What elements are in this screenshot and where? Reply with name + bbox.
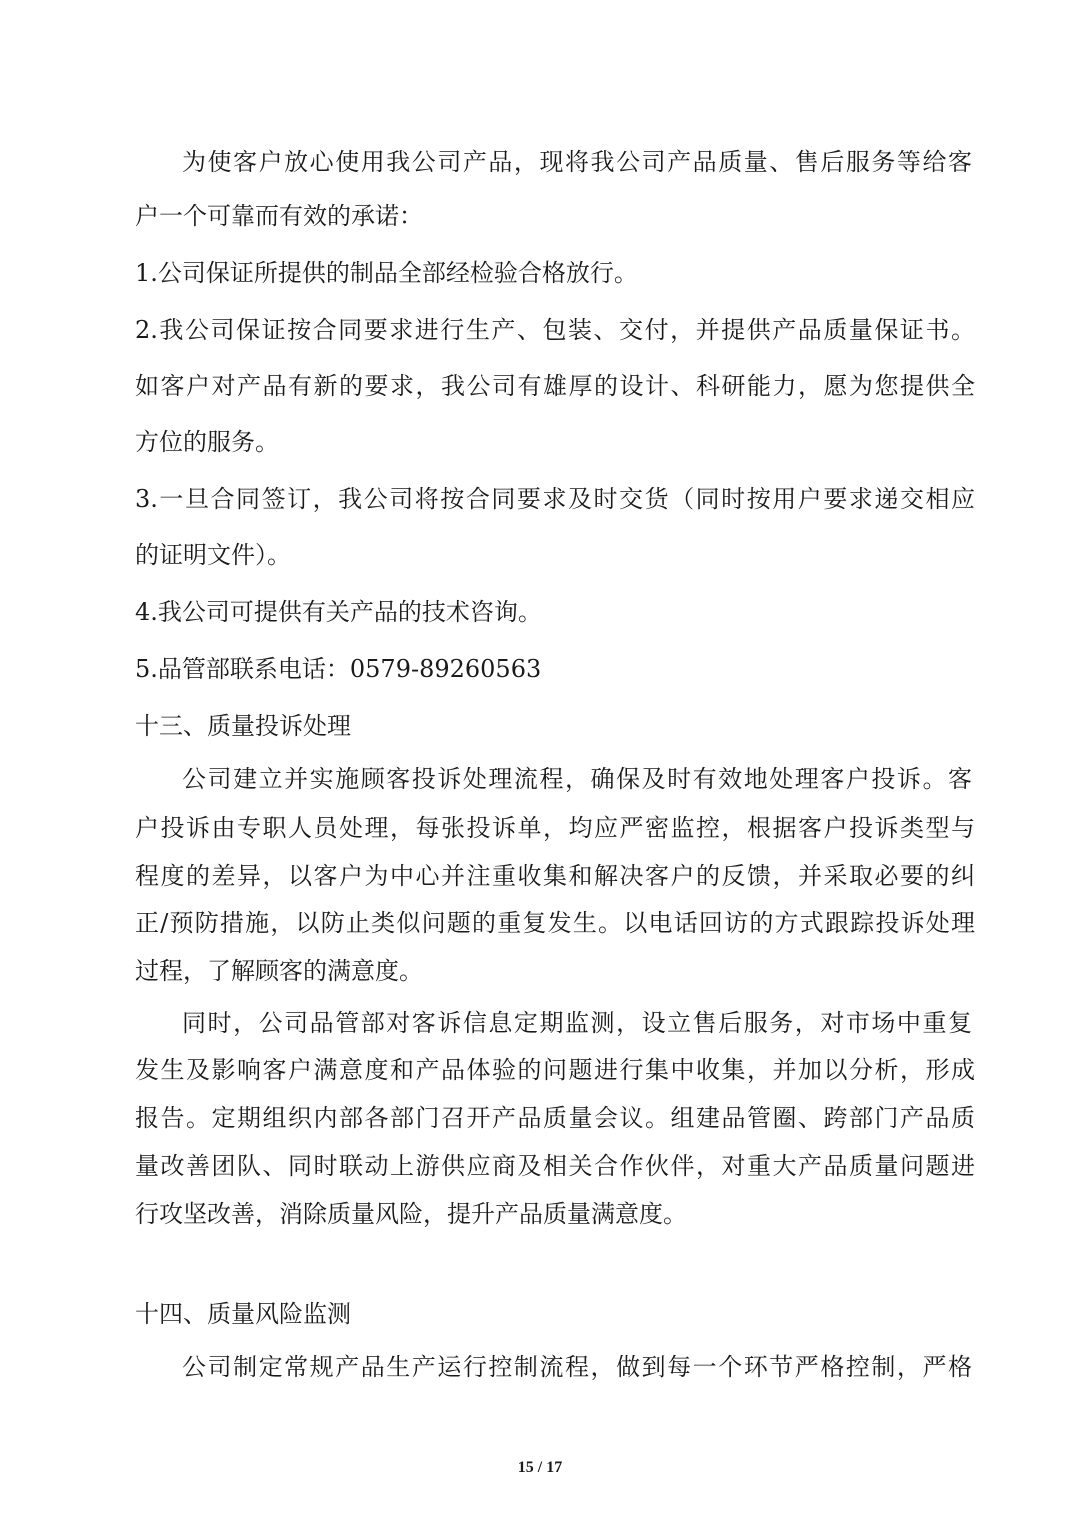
paragraph-intro-line-2: 户一个可靠而有效的承诺： <box>135 202 423 230</box>
list-item-2-line-1: 2.我公司保证按合同要求进行生产、包装、交付，并提供产品质量保证书。 <box>135 316 975 344</box>
complaint-paragraph-line-5: 过程，了解顾客的满意度。 <box>135 957 423 985</box>
complaint-paragraph-line-1: 公司建立并实施顾客投诉处理流程，确保及时有效地处理客户投诉。客 <box>182 765 972 793</box>
monitoring-paragraph-line-1: 同时，公司品管部对客诉信息定期监测，设立售后服务，对市场中重复 <box>182 1009 972 1037</box>
list-item-5: 5.品管部联系电话：0579-89260563 <box>135 655 542 683</box>
monitoring-paragraph-line-5: 行攻坚改善，消除质量风险，提升产品质量满意度。 <box>135 1200 687 1228</box>
page-number: 15 / 17 <box>517 1459 563 1476</box>
section-heading-14: 十四、质量风险监测 <box>135 1300 351 1328</box>
complaint-paragraph-line-2: 户投诉由专职人员处理，每张投诉单，均应严密监控，根据客户投诉类型与 <box>135 814 975 842</box>
list-item-3-line-1: 3.一旦合同签订，我公司将按合同要求及时交货（同时按用户要求递交相应 <box>135 485 975 513</box>
section-heading-13: 十三、质量投诉处理 <box>135 712 351 740</box>
list-item-2-line-2: 如客户对产品有新的要求，我公司有雄厚的设计、科研能力，愿为您提供全 <box>135 372 975 400</box>
list-item-1: 1.公司保证所提供的制品全部经检验合格放行。 <box>135 259 638 287</box>
paragraph-intro-line-1: 为使客户放心使用我公司产品，现将我公司产品质量、售后服务等给客 <box>182 148 972 176</box>
list-item-4: 4.我公司可提供有关产品的技术咨询。 <box>135 598 542 626</box>
list-item-3-line-2: 的证明文件）。 <box>135 541 291 569</box>
complaint-paragraph-line-3: 程度的差异，以客户为中心并注重收集和解决客户的反馈，并采取必要的纠 <box>135 862 975 890</box>
monitoring-paragraph-line-2: 发生及影响客户满意度和产品体验的问题进行集中收集，并加以分析，形成 <box>135 1056 975 1084</box>
list-item-2-line-3: 方位的服务。 <box>135 428 279 456</box>
complaint-paragraph-line-4: 正/预防措施，以防止类似问题的重复发生。以电话回访的方式跟踪投诉处理 <box>135 909 975 937</box>
monitoring-paragraph-line-4: 量改善团队、同时联动上游供应商及相关合作伙伴，对重大产品质量问题进 <box>135 1152 975 1180</box>
monitoring-paragraph-line-3: 报告。定期组织内部各部门召开产品质量会议。组建品管圈、跨部门产品质 <box>135 1104 975 1132</box>
risk-paragraph-line-1: 公司制定常规产品生产运行控制流程，做到每一个环节严格控制，严格 <box>182 1353 972 1381</box>
